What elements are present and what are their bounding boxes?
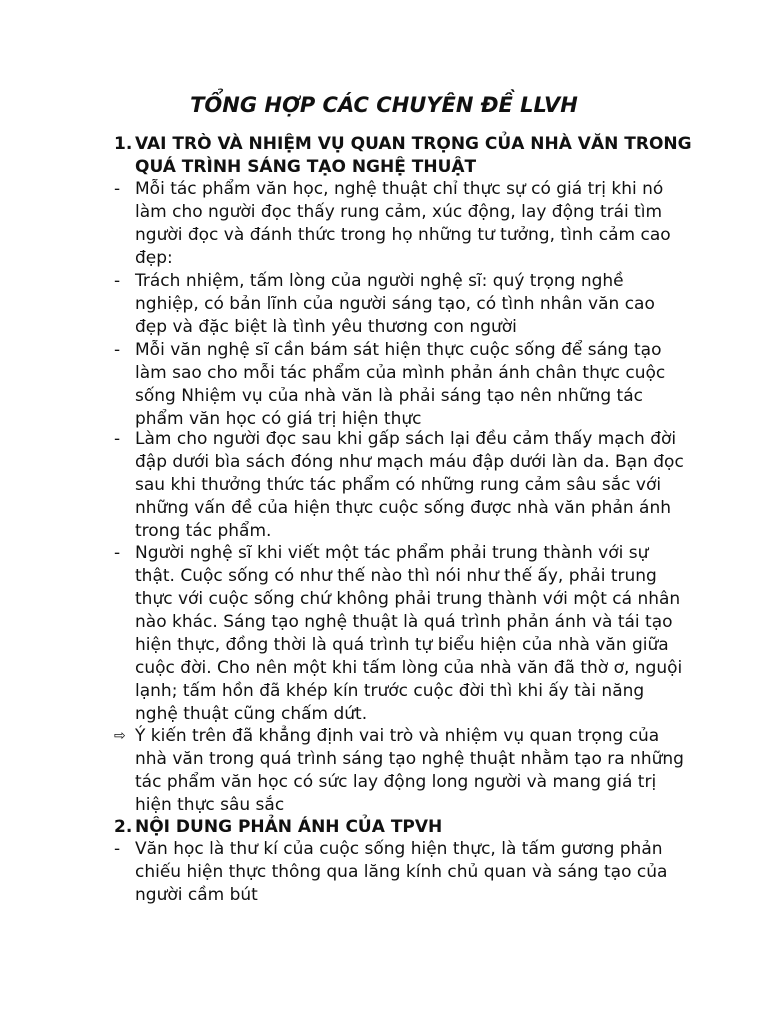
document-title: TỔNG HỢP CÁC CHUYÊN ĐỀ LLVH	[190, 93, 578, 117]
section-heading-text: NỘI DUNG PHẢN ÁNH CỦA TPVH	[135, 817, 443, 837]
list-item-text: Văn học là thư kí của cuộc sống hiện thực, là tấm gương phản chiếu hiện thực thông qua lăng kính chủ quan và sáng tạo của người cầm bút	[135, 839, 668, 905]
dash-bullet: -	[114, 839, 121, 859]
dash-bullet: -	[114, 179, 121, 199]
section-heading-text: VAI TRÒ VÀ NHIỆM VỤ QUAN TRỌNG CỦA NHÀ VĂN TRONG QUÁ TRÌNH SÁNG TẠO NGHỆ THUẬT	[135, 134, 692, 177]
list-item	[114, 339, 684, 431]
dash-bullet: -	[114, 543, 121, 563]
conclusion-text: Ý kiến trên đã khẳng định vai trò và nhiệm vụ quan trọng của nhà văn trong quá trình sáng tạo nghệ thuật nhằm tạo ra những tác phẩm văn học có sức lay động long người và mang giá trị hiện thực sâu sắc	[135, 726, 684, 815]
list-item-text: Trách nhiệm, tấm lòng của người nghệ sĩ: quý trọng nghề nghiệp, có bản lĩnh của người sáng tạo, có tình nhân văn cao đẹp và đặc biệt là tình yêu thương con người	[135, 271, 655, 337]
conclusion-item	[114, 725, 684, 817]
list-item-text: Mỗi văn nghệ sĩ cần bám sát hiện thực cuộc sống để sáng tạo làm sao cho mỗi tác phẩm của mình phản ánh chân thực cuộc sống Nhiệm vụ của nhà văn là phải sáng tạo nên những tác phẩm văn học có giá trị hiện thực	[135, 340, 666, 429]
right-arrow-icon: ⇨	[114, 728, 126, 744]
list-item-text: Làm cho người đọc sau khi gấp sách lại đều cảm thấy mạch đời đập dưới bìa sách đóng như mạch máu đập dưới làn da. Bạn đọc sau khi thưởng thức tác phẩm có những rung cảm sâu sắc với những vấn đề của hiện thực cuộc sống được nhà văn phản ánh trong tác phẩm.	[135, 429, 684, 541]
dash-bullet: -	[114, 340, 121, 360]
section-heading-2	[114, 816, 714, 839]
list-item	[114, 178, 684, 270]
list-item	[114, 428, 684, 543]
section-number: 1.	[114, 134, 133, 154]
list-item	[114, 270, 684, 339]
section-heading-1	[114, 133, 714, 179]
list-item-text: Mỗi tác phẩm văn học, nghệ thuật chỉ thực sự có giá trị khi nó làm cho người đọc thấy rung cảm, xúc động, lay động trái tìm người đọc và đánh thức trong họ những tư tưởng, tình cảm cao đẹp:	[135, 179, 671, 268]
list-item-text: Người nghệ sĩ khi viết một tác phẩm phải trung thành với sự thật. Cuộc sống có như thế nào thì nói như thế ấy, phải trung thực với cuộc sống chứ không phải trung thành với một cá nhân nào khác. Sáng tạo nghệ thuật là quá trình phản ánh và tái tạo hiện thực, đồng thời là quá trình tự biểu hiện của nhà văn giữa cuộc đời. Cho nên một khi tấm lòng của nhà văn đã thờ ơ, nguội lạnh; tấm hồn đã khép kín trước cuộc đời thì khi ấy tài năng nghệ thuật cũng chấm dứt.	[135, 543, 683, 724]
list-item	[114, 838, 684, 907]
dash-bullet: -	[114, 271, 121, 291]
list-item	[114, 542, 684, 726]
dash-bullet: -	[114, 429, 121, 449]
section-number: 2.	[114, 817, 133, 837]
